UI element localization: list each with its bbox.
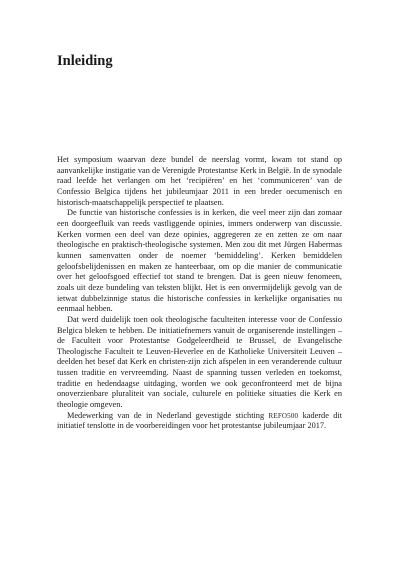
paragraph-1: Het symposium waarvan deze bundel de neerslag vormt, kwam tot stand op aanvankelijke instigatie van de Verenigde Protestantse Kerk in België. In de synodale raad leefde het verlangen om het ‘recipiëren’ en het ‘communiceren’ van de Confessio Belgica tijdens het jubileumjaar 2011 in een breder oecumenisch en historisch-maatschappelijk perspectief te plaatsen.: [57, 155, 342, 207]
paragraph-2: De functie van historische confessies is in kerken, die veel meer zijn dan zomaar een doorgeefluik van reeds vastliggende opinies, immers onderwerp van discussie. Kerken vormen een deel van deze opinies, aggregeren ze en zetten ze om naar theologische en praktisch-theologische systemen. Men zou dit met Jürgen Habermas kunnen samenvatten onder de noemer ‘bemiddeling’. Kerken bemiddelen geloofsbelijdenissen en maken ze hanteerbaar, om op die manier de communicatie over het geloofsgoed effectief tot stand te brengen. Dat is geen nieuw fenomeen, zoals uit deze bundeling van teksten blijkt. Het is een onvermijdelijk gevolg van de ietwat dubbelzinnige status die historische confessies in kerkelijke organisaties nu eenmaal hebben.: [57, 208, 342, 314]
paragraph-3: Dat werd duidelijk toen ook theologische faculteiten interesse voor de Confessio Belgica bleken te hebben. De initiatiefnemers vanuit de organiserende instellingen – de Faculteit voor Protestantse Godgeleerdheid te Brussel, de Evangelische Theologische Faculteit te Leuven-Heverlee en de Katholieke Universiteit Leuven – deelden het besef dat Kerk en christen-zijn zich afspelen in een veranderende cultuur tussen traditie en vervreemding. Naast de spanning tussen verleden en toekomst, traditie en hedendaagse uitdaging, worden we ook geconfronteerd met de bijna onoverzienbare pluraliteit van sociale, culturele en politieke situaties die Kerk en theologie omgeven.: [57, 314, 342, 410]
chapter-title: Inleiding: [57, 53, 113, 69]
paragraph-4-start: Medewerking van de in Nederland gevestigde stichting: [67, 410, 269, 420]
paragraph-4: [57, 411, 342, 432]
refo500-name: REFO500: [268, 411, 299, 420]
paragraph-4-end: kaderde dit initiatief tenslotte in de voorbereidingen voor het protestantse jubileumjaar 2017.: [57, 410, 342, 431]
body-text: [57, 155, 342, 432]
